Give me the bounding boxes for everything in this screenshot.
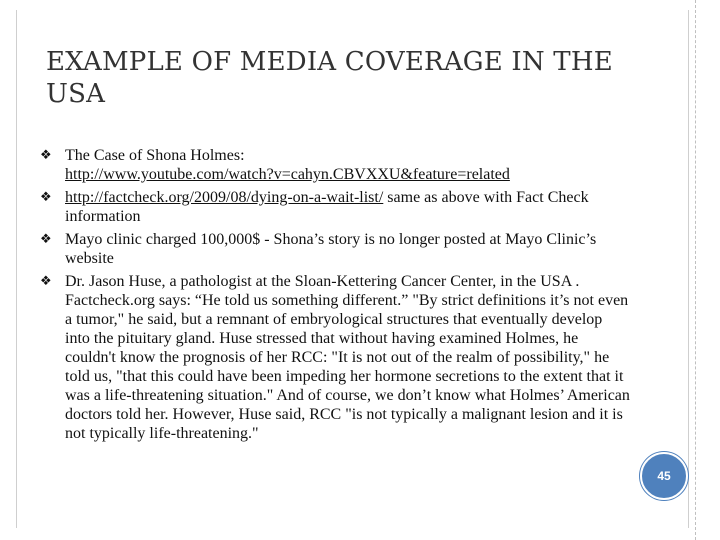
- bullet-item-shona-case: [40, 146, 630, 184]
- bullet-text: Dr. Jason Huse, a pathologist at the Sloan-Kettering Cancer Center, in the USA . Factcheck.org says: “He told us something different.” "By strict definitions it’s not even a tumor," he said, but a remnant of embryological structures that eventually develop into the pituitary gland. Huse stressed that without having examined Holmes, he couldn't know the prognosis of her RCC: "It is not out of the realm of possibility," he told us, "that this could have been impeding her hormone secretions to the extent that it was a life-threatening situation." And of course, we don’t know what Holmes’ American doctors told her. However, Huse said, RCC "is not typically a malignant lesion and it is not typically life-threatening.": [65, 273, 630, 442]
- factcheck-link[interactable]: http://factcheck.org/2009/08/dying-on-a-wait-list/: [65, 189, 384, 206]
- bullet-text: same as above with Fact Check information: [65, 189, 589, 225]
- diamond-bullet-icon: ❖: [40, 189, 52, 204]
- diamond-bullet-icon: ❖: [40, 231, 52, 246]
- diamond-bullet-icon: ❖: [40, 273, 52, 288]
- diamond-bullet-icon: ❖: [40, 147, 52, 162]
- bullet-item-jason-huse: [40, 272, 630, 443]
- bullet-text: The Case of Shona Holmes:: [65, 147, 245, 164]
- page-number-badge: 45: [640, 452, 688, 500]
- slide-title: EXAMPLE OF MEDIA COVERAGE IN THE USA: [46, 47, 613, 109]
- youtube-link[interactable]: http://www.youtube.com/watch?v=cahyn.CBVXXU&feature=related: [65, 166, 510, 183]
- bullet-item-mayo-clinic: [40, 230, 630, 268]
- bullet-text: Mayo clinic charged 100,000$ - Shona’s story is no longer posted at Mayo Clinic’s website: [65, 231, 597, 267]
- bullet-list: [40, 146, 630, 447]
- slide-right-border: [695, 0, 696, 540]
- bullet-item-factcheck: [40, 188, 630, 226]
